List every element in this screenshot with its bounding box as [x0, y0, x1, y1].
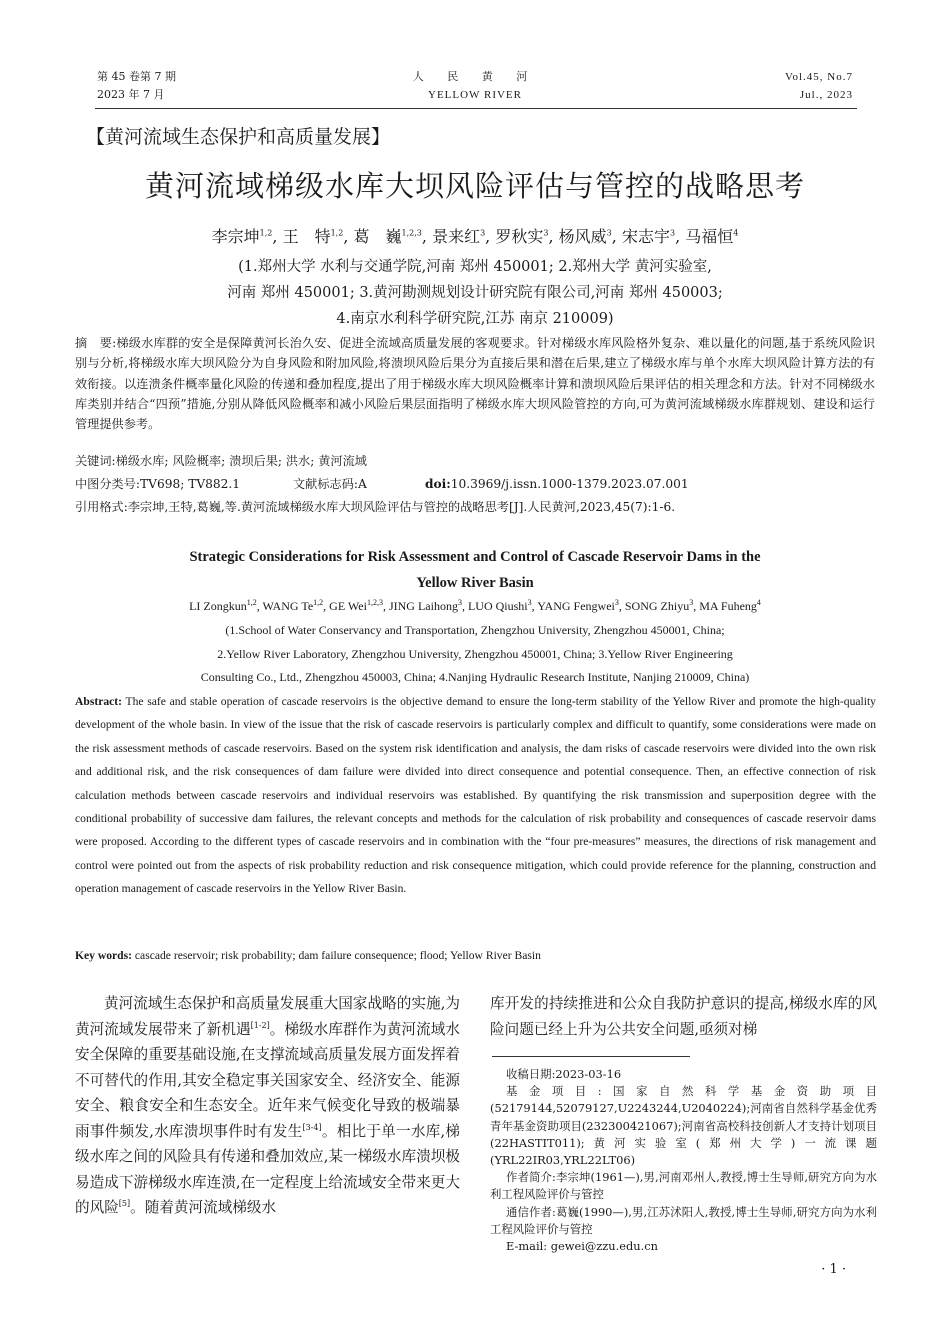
doc-code-label: 文献标志码: — [293, 477, 359, 491]
page-number: · 1 · — [821, 1262, 846, 1277]
citation-ref: [3-4] — [302, 1122, 322, 1132]
citation-ref: [1-2] — [250, 1020, 270, 1030]
volume-en: Vol.45, No.7 — [784, 71, 853, 83]
abstract-cn-label: 摘 要: — [75, 336, 117, 350]
abstract-cn-text: 梯级水库群的安全是保障黄河长治久安、促进全流域高质量发展的客观要求。针对梯级水库风险格外复杂、难以量化的问题,基于系统风险识别与分析,将梯级水库大坝风险分为自身风险和附加风险,将溃坝风险后果分为直接后果和潜在后果,建立了梯级水库与单个水库大坝风险计算方法的有效衔接。以连溃条件概率量化风险的传递和叠加程度,提出了用于梯级水库大坝风险概率计算和溃坝风险后果评估的相关理念和方法。针对不同梯级水库类别并结合“四预”措施,分别从降低风险概率和减小风险后果层面指明了梯级水库大坝风险管控的方向,可为黄河流域梯级水库群规划、建设和运行管理提供参考。 — [75, 336, 876, 432]
author-cn: 王 特$^{1,2}$, — [282, 227, 349, 246]
affiliation-en-line: Consulting Co., Ltd., Zhengzhou 450003, China; 4.Nanjing Hydraulic Research Institute, Nanjing 210009, China) — [200, 670, 750, 684]
clc-code: TV698; TV882.1 — [140, 477, 241, 491]
affiliation-en-line: (1.School of Water Conservancy and Transportation, Zhengzhou University, Zhengzhou 450001, China; — [225, 623, 725, 637]
date-cn: 2023 年 7 月 — [97, 88, 165, 101]
author-cn: 杨风威$^3$, — [558, 227, 617, 246]
author-cn: 李宗坤$^{1,2}$, — [211, 227, 278, 246]
footnotes — [490, 1066, 877, 1255]
title-en-line: Strategic Considerations for Risk Assessment and Control of Cascade Reservoir Dams in the — [189, 549, 761, 565]
keywords-en-label: Key words: — [75, 949, 132, 962]
body-text: 库开发的持续推进和公众自我防护意识的提高,梯级水库的风险问题已经上升为公共安全问题,亟须对梯 — [490, 995, 877, 1038]
journal-name-en: YELLOW RIVER — [428, 89, 522, 101]
keywords-cn-label: 关键词: — [75, 454, 116, 468]
paper-title-en — [0, 544, 950, 596]
affiliations-cn — [0, 254, 950, 332]
keywords-cn — [75, 451, 875, 471]
author-cn: 宋志宇$^3$, — [621, 227, 681, 246]
body-text: 。随着黄河流域梯级水 — [130, 1199, 277, 1216]
footnote-email: E-mail: gewei@zzu.edu.cn — [506, 1239, 658, 1254]
author-en: JING Laihong$^3$, — [388, 598, 468, 613]
header-rule — [95, 108, 857, 109]
column-tag: 【黄河流域生态保护和高质量发展】 — [86, 126, 391, 148]
body-text: 黄河流域生态保护和高质量发展重大国家战略的实施,为黄河流域发展带来了新机遇 — [75, 995, 460, 1038]
author-en: YANG Fengwei$^3$, — [537, 598, 625, 613]
citation-text: 李宗坤,王特,葛巍,等.黄河流域梯级水库大坝风险评估与管控的战略思考 — [127, 500, 509, 514]
author-cn: 罗秋实$^3$, — [495, 227, 554, 246]
keywords-en-text: cascade reservoir; risk probability; dam failure consequence; flood; Yellow River Basin — [134, 949, 541, 962]
citation-ref: [5] — [118, 1199, 131, 1209]
author-cn: 葛 巍$^{1,2,3}$, — [353, 227, 427, 246]
author-cn: 景来红$^3$, — [432, 227, 491, 246]
date-en: Jul., 2023 — [799, 89, 853, 101]
author-en: LUO Qiushi$^3$, — [467, 598, 538, 613]
authors-en — [0, 596, 950, 616]
doc-code: A — [358, 477, 367, 491]
paper-title-cn: 黄河流域梯级水库大坝风险评估与管控的战略思考 — [144, 169, 805, 203]
author-en: WANG Te$^{1,2}$, — [262, 598, 330, 613]
footnote-received: 收稿日期:2023-03-16 — [506, 1067, 622, 1081]
doi-label: doi: — [425, 477, 451, 491]
citation-tail: .人民黄河,2023,45(7):1-6. — [523, 500, 676, 514]
affiliation-line: 4.南京水利科学研究院,江苏 南京 210009) — [336, 311, 614, 327]
author-en: MA Fuheng$^4$ — [699, 598, 761, 613]
body-column-left — [75, 991, 460, 1221]
citation-line — [75, 497, 875, 517]
header-right — [785, 68, 853, 104]
body-text: 。梯级水库群作为黄河流域水安全保障的重要基础设施,在支撑流域高质量发展方面发挥着不可替代的作用,其安全稳定事关国家安全、经济安全、能源安全、粮食安全和生态安全。近年来气候变化导致的极端暴雨事件频发,水库溃坝事件时有发生 — [75, 1020, 460, 1140]
footnote-rule — [492, 1056, 690, 1057]
affiliation-line: 河南 郑州 450001; 3.黄河勘测规划设计研究院有限公司,河南 郑州 450003; — [227, 285, 723, 301]
authors-cn — [0, 225, 950, 249]
title-en-line: Yellow River Basin — [416, 575, 534, 591]
footnote-author-bio: 作者简介:李宗坤(1961—),男,河南邓州人,教授,博士生导师,研究方向为水利工程风险评价与管控 — [490, 1170, 877, 1202]
issue-cn: 第 45 卷第 7 期 — [97, 70, 176, 83]
footnote-corresponding: 通信作者:葛巍(1990—),男,江苏沭阳人,教授,博士生导师,研究方向为水利工程风险评价与管控 — [490, 1204, 877, 1236]
doi-value: 10.3969/j.issn.1000-1379.2023.07.001 — [450, 477, 689, 491]
classification-line — [75, 474, 875, 494]
keywords-en — [75, 946, 876, 966]
citation-label: 引用格式: — [75, 500, 128, 514]
keywords-cn-text: 梯级水库; 风险概率; 溃坝后果; 洪水; 黄河流域 — [115, 454, 367, 468]
citation-mark: [J] — [508, 500, 524, 514]
journal-name-cn: 人 民 黄 河 — [412, 70, 538, 83]
body-column-right — [490, 991, 877, 1042]
abstract-en-text: The safe and stable operation of cascade reservoirs is the objective demand to ensure the long-term stability of the Yellow River and promote the high-quality development of the whole basin. In view of the issue that the risk of cascade reservoirs is particularly complex and difficult to quantify, some considerations were made on the risk assessment methods of cascade reservoirs. Based on the system risk identification and analysis, the dam risks of cascade reservoirs were divided into the own risk and additional risk, and the risk consequences of dam failure were divided into direct consequence and potential consequence. Then, an effective connection of risk calculation methods between cascade reservoirs and individual reservoirs was established. By quantifying the risk transmission and superposition degree with the conditional probability of successive dam failures, the relevant concepts and methods for the calculation of risk probability and consequences of cascade reservoir dams were proposed. According to the different types of cascade reservoirs and in combination with the “four pre-measures” measures, the directions of risk management and control were pointed out from the aspects of risk probability reduction and risk consequence mitigation, which could provide reference for the planning, construction and operation management of cascade reservoirs in the Yellow River Basin. — [75, 695, 876, 896]
abstract-en-label: Abstract: — [75, 695, 123, 708]
affiliations-en — [0, 619, 950, 690]
author-en: LI Zongkun$^{1,2}$, — [189, 598, 263, 613]
affiliation-en-line: 2.Yellow River Laboratory, Zhengzhou University, Zhengzhou 450001, China; 3.Yellow River Engineering — [217, 646, 733, 661]
abstract-cn — [75, 333, 875, 434]
footnote-funding: 基金项目:国家自然科学基金资助项目(52179144,52079127,U2243244,U2040224);河南省自然科学基金优秀青年基金资助项目(232300421067);河南省高校科技创新人才支持计划项目(22HASTIT011);黄河实验室(郑州大学)一流课题(YRL22IR03,YRL22LT06) — [490, 1084, 877, 1168]
author-en: GE Wei$^{1,2,3}$, — [329, 598, 389, 613]
author-en: SONG Zhiyu$^3$, — [624, 598, 700, 613]
body-text: 。相比于单一水库,梯级水库之间的风险具有传递和叠加效应,某一梯级水库溃坝极易造成下游梯级水库连溃,在一定程度上给流域安全带来更大的风险 — [75, 1122, 461, 1216]
author-cn: 马福恒$^4$ — [685, 227, 739, 246]
affiliation-line: (1.郑州大学 水利与交通学院,河南 郑州 450001; 2.郑州大学 黄河实验室, — [238, 259, 712, 275]
clc-label: 中图分类号: — [75, 477, 141, 491]
abstract-en — [75, 690, 876, 901]
